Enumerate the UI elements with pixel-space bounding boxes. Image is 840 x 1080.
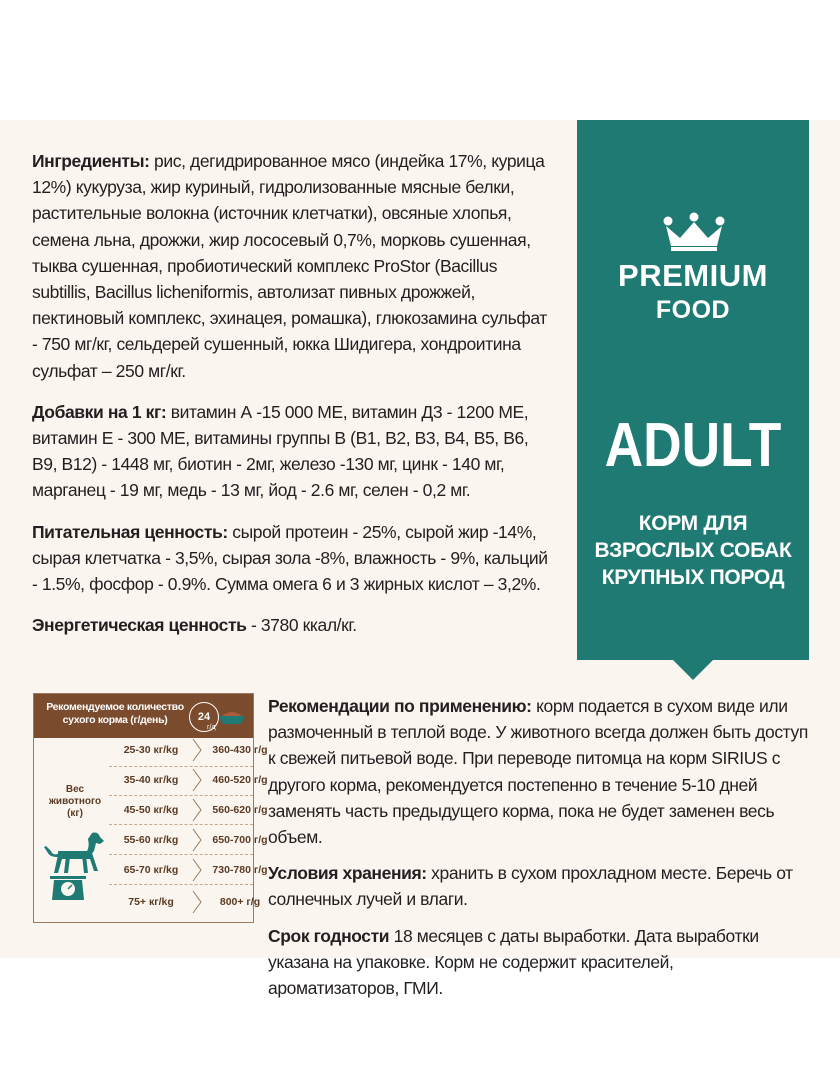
table-row — [109, 798, 268, 822]
weight-cell: 45-50 кг/kg — [123, 804, 179, 816]
table-row — [109, 828, 268, 852]
crown-icon — [662, 212, 726, 252]
chevron-right-icon — [191, 738, 203, 762]
ingredients-paragraph — [32, 148, 552, 384]
usage-column — [268, 693, 808, 1011]
amount-cell: 800+ г/g — [219, 896, 261, 908]
amount-cell: 730-780 г/g — [212, 864, 268, 876]
table-row — [109, 768, 268, 792]
amount-cell: 460-520 г/g — [212, 774, 268, 786]
shelf-life-paragraph — [268, 923, 808, 1002]
energy-paragraph — [32, 612, 552, 638]
table-row — [109, 858, 268, 882]
feeding-table-header — [34, 694, 253, 738]
weight-cell: 25-30 кг/kg — [123, 744, 179, 756]
chevron-right-icon — [191, 890, 203, 914]
food-title: FOOD — [655, 296, 731, 324]
storage-text: хранить в сухом прохладном месте. Беречь от солнечных лучей и влаги. — [268, 863, 793, 910]
weight-cell: 65-70 кг/kg — [123, 864, 179, 876]
weight-label-line: животного — [48, 796, 102, 807]
table-row — [109, 738, 268, 762]
usage-text: корм подается в сухом виде или размоченный в теплой воде. У животного всегда должен быть доступ к свежей питьевой воде. При переводе питомца на корм SIRIUS с другого корма, рекомендуется постепенно в течение 5-10 дней заменять часть предыдущего корма, пока не будет заменен весь объем. — [268, 696, 808, 848]
scale-icon — [48, 872, 88, 902]
ingredients-label: Ингредиенты: — [32, 151, 150, 171]
weight-label-line: (кг) — [67, 808, 83, 819]
storage-label: Условия хранения: — [268, 863, 427, 884]
description-line: КОРМ ДЛЯ — [638, 512, 748, 535]
chevron-right-icon — [191, 828, 203, 852]
weight-cell: 55-60 кг/kg — [123, 834, 179, 846]
clock-unit: г/д — [207, 724, 216, 731]
description-line: ВЗРОСЛЫХ СОБАК — [594, 539, 792, 562]
composition-column — [32, 148, 552, 653]
energy-text: - 3780 ккал/кг. — [246, 615, 357, 636]
amount-cell: 560-620 г/g — [212, 804, 268, 816]
usage-label: Рекомендации по применению: — [268, 696, 532, 716]
energy-label: Энергетическая ценность — [32, 615, 247, 636]
row-divider — [109, 884, 253, 886]
feeding-header-line: сухого корма (г/день) — [62, 714, 168, 726]
product-badge — [577, 120, 809, 660]
row-divider — [109, 795, 253, 797]
nutrition-text: сырой протеин - 25%, сырой жир -14%, сырая клетчатка - 3,5%, сырая зола -8%, влажность - 9%, кальций - 1.5%, фосфор - 0.9%. Сумма омега 6 и 3 жирных кислот – 3,2%. — [32, 521, 548, 595]
amount-cell: 650-700 г/g — [212, 834, 268, 846]
additives-paragraph — [32, 399, 552, 504]
usage-paragraph — [268, 693, 808, 850]
product-description — [577, 510, 809, 591]
weight-cell: 75+ кг/kg — [128, 896, 174, 908]
chevron-right-icon — [191, 858, 203, 882]
chevron-right-icon — [191, 798, 203, 822]
row-divider — [109, 854, 253, 856]
premium-title: PREMIUM — [618, 258, 768, 293]
additives-text: витамин А -15 000 МЕ, витамин Д3 - 1200 МЕ, витамин Е - 300 МЕ, витамины группы В (В1, В2, В3, В4, В5, В6, В9, В12) - 1448 мг, биотин - 2мг, железо -130 мг, цинк - 140 мг, марганец - 19 мг, медь - 13 мг, йод - 2.6 мг, селен - 0,2 мг. — [32, 401, 529, 501]
nutrition-label: Питательная ценность: — [32, 521, 228, 542]
amount-cell: 360-430 г/g — [212, 744, 268, 756]
shelf-life-text: 18 месяцев с даты выработки. Дата выработки указана на упаковке. Корм не содержит красителей, ароматизаторов, ГМИ. — [268, 925, 759, 999]
row-divider — [109, 824, 253, 826]
weight-label-line: Вес — [65, 784, 85, 795]
bowl-icon — [218, 708, 246, 726]
clock-icon: 24 — [189, 702, 219, 732]
ingredients-text: рис, дегидрированное мясо (индейка 17%, курица 12%) кукуруза, жир куриный, гидролизованные мясные белки, растительные волокна (источник клетчатки), овсяные хлопья, семена льна, дрожжи, жир лососевый 0,7%, морковь сушенная, тыква сушенная, пробиотический комплекс ProStor (Bacillus subtillis, Bacillus licheniformis, автолизат пивных дрожжей, пектиновый комплекс, эхинацея, ромашка), глюкозамина сульфат - 750 мг/кг, сельдерей сушенный, юкка Шидигера, хондроитина сульфат – 250 мг/кг. — [32, 151, 547, 381]
weight-cell: 35-40 кг/kg — [123, 774, 179, 786]
shelf-life-label: Срок годности — [268, 925, 390, 946]
nutrition-paragraph — [32, 519, 552, 598]
weight-label — [44, 784, 106, 820]
description-line: КРУПНЫХ ПОРОД — [601, 566, 785, 589]
feeding-header-line: Рекомендуемое количество — [46, 701, 184, 713]
table-row — [109, 890, 261, 914]
storage-paragraph — [268, 860, 808, 912]
chevron-right-icon — [191, 768, 203, 792]
feeding-table — [33, 693, 268, 923]
additives-label: Добавки на 1 кг: — [32, 401, 167, 422]
adult-title: ADULT — [604, 411, 782, 480]
